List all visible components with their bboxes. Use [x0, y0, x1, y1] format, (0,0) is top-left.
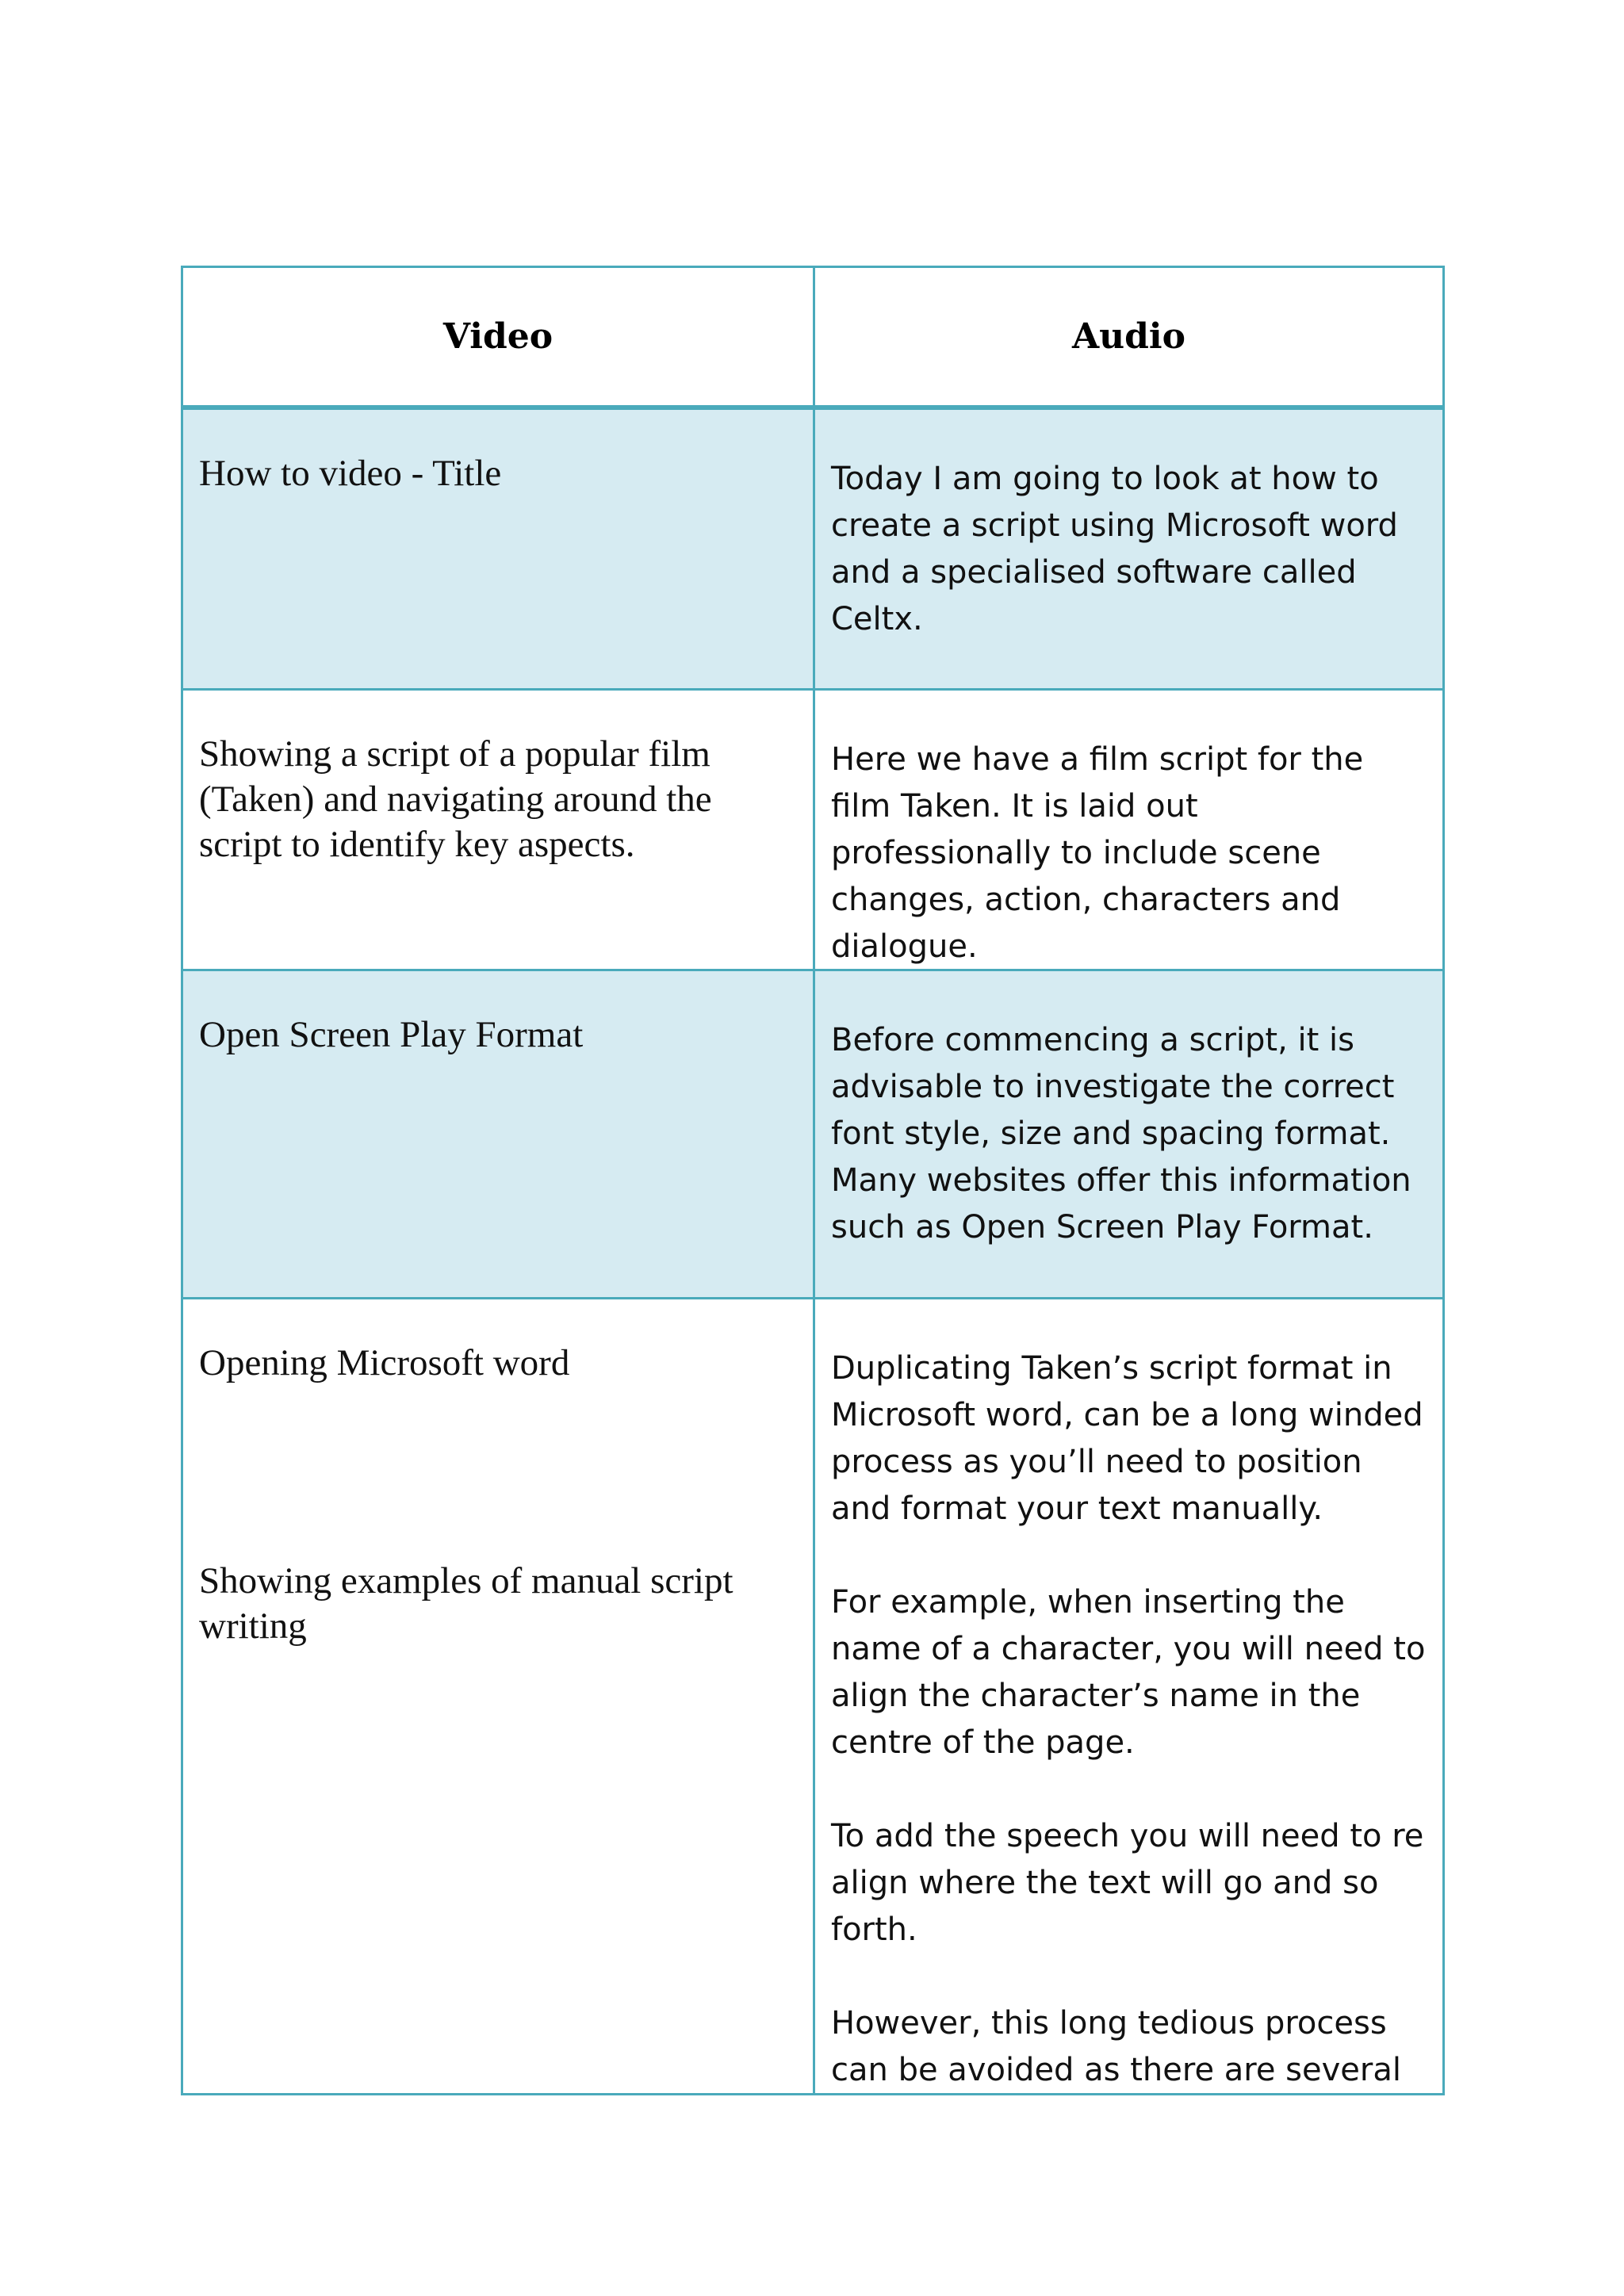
audio-text: Today I am going to look at how to create a script using Microsoft word and a specialised software called Celtx.	[831, 461, 1398, 637]
video-text: Opening Microsoft word	[199, 1342, 570, 1383]
audio-cell	[813, 691, 1442, 969]
video-column-header: Video	[442, 316, 553, 357]
audio-cell	[813, 1299, 1442, 2093]
audio-text: Duplicating Taken’s script format in Microsoft word, can be a long winded process as you’ll need to position and format your text manually.	[831, 1350, 1423, 1527]
video-text: Open Screen Play Format	[199, 1014, 584, 1055]
audio-text: To add the speech you will need to re align where the text will go and so forth.	[831, 1818, 1424, 1948]
video-cell	[183, 1299, 813, 2093]
table-row	[183, 969, 1442, 1297]
audio-column-header: Audio	[813, 268, 1442, 405]
audio-text: Before commencing a script, it is advisable to investigate the correct font style, size and spacing format. Many websites offer this information such as Open Screen Play Format.	[831, 1022, 1411, 1246]
audio-text: Here we have a film script for the film Taken. It is laid out professionally to include scene changes, action, characters and dialogue.	[831, 741, 1364, 965]
video-cell	[183, 410, 813, 688]
audio-cell	[813, 971, 1442, 1297]
video-text: Showing a script of a popular film (Taken) and navigating around the script to identify key aspects.	[199, 733, 712, 865]
video-text: Showing examples of manual script writing	[199, 1560, 733, 1647]
table-row	[183, 1297, 1442, 2093]
video-cell	[183, 691, 813, 969]
script-table	[181, 266, 1445, 2095]
video-cell	[183, 971, 813, 1297]
table-header-row	[183, 268, 1442, 408]
audio-text: However, this long tedious process can be avoided as there are several	[831, 2005, 1401, 2088]
video-text: How to video - Title	[199, 453, 502, 494]
audio-cell	[813, 410, 1442, 688]
audio-text: For example, when inserting the name of a character, you will need to align the character’s name in the centre of the page.	[831, 1584, 1426, 1761]
table-row	[183, 688, 1442, 969]
table-row	[183, 408, 1442, 688]
